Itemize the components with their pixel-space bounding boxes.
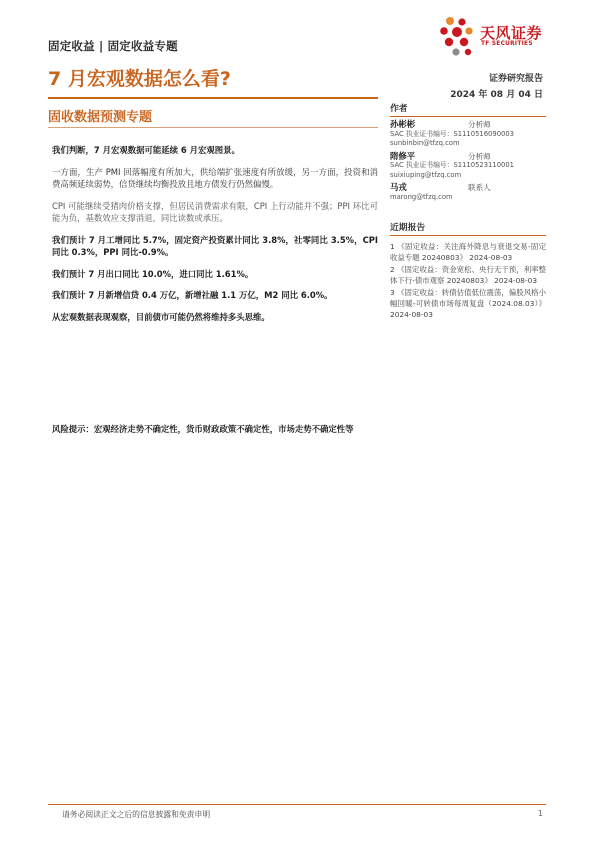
forecast-activity: 我们预计 7 月工增同比 5.7%，固定资产投资累计同比 3.8%，社零同比 3.5%，CPI 同比 0.3%，PPI 同比-0.9%。 xyxy=(52,234,378,257)
recent-reports-heading: 近期报告 xyxy=(390,220,546,236)
author-email[interactable]: suixiuping@tfzq.com xyxy=(390,170,462,179)
recent-reports-list xyxy=(390,241,546,320)
author-role: 分析师 xyxy=(468,120,491,129)
main-content xyxy=(52,144,378,332)
author-item xyxy=(390,183,546,202)
authors-section xyxy=(390,101,546,202)
report-date: 2024 年 08 月 04 日 xyxy=(450,90,543,100)
report-type: 证券研究报告 xyxy=(488,74,543,84)
report-category: 固定收益 | 固定收益专题 xyxy=(48,39,178,53)
logo-text-en: TF SECURITIES xyxy=(481,41,533,47)
report-title: 7 月宏观数据怎么看? xyxy=(48,68,231,90)
key-judgment: 我们判断，7 月宏观数据可能延续 6 月宏观图景。 xyxy=(52,145,240,155)
footer-divider xyxy=(48,804,546,805)
company-logo xyxy=(438,14,548,58)
subtitle-bottom-divider xyxy=(48,127,378,128)
risk-warning: 风险提示：宏观经济走势不确定性，货币财政政策不确定性，市场走势不确定性等 xyxy=(52,424,354,434)
author-item xyxy=(390,120,546,149)
author-item xyxy=(390,152,546,181)
author-name: 隋修平 xyxy=(390,150,416,161)
author-role: 分析师 xyxy=(468,151,491,161)
subtitle-top-divider xyxy=(48,97,378,99)
author-name: 马戎 xyxy=(390,182,407,192)
author-cert: SAC 执业证书编号：S1110516090003 xyxy=(390,129,514,138)
author-email[interactable]: marong@tfzq.com xyxy=(390,192,453,201)
footer-disclaimer: 请务必阅读正文之后的信息披露和免责申明 xyxy=(62,810,211,819)
forecast-credit: 我们预计 7 月新增信贷 0.4 万亿，新增社融 1.1 万亿，M2 同比 6.0%。 xyxy=(52,290,333,300)
recent-report-item[interactable]: 2 《固定收益：资金宽松、央行无干预，利率整体下行-债市观察 20240803》 2024-08-03 xyxy=(390,265,546,285)
recent-report-item[interactable]: 1 《固定收益：关注海外降息与衰退交易-固定收益专题 20240803》 2024-08-03 xyxy=(390,242,546,262)
logo-text-cn: 天风证券 xyxy=(480,24,543,42)
paragraph-inflation: CPI 可能继续受猪肉价格支撑，但居民消费需求有限，CPI 上行动能并不强；PPI 环比可能为负，基数效应支撑消退，同比读数或承压。 xyxy=(52,200,378,223)
page-number: 1 xyxy=(537,809,543,818)
forecast-trade: 我们预计 7 月出口同比 10.0%，进口同比 1.61%。 xyxy=(52,268,254,279)
author-cert: SAC 执业证书编号：S1110523110001 xyxy=(390,161,514,169)
author-role: 联系人 xyxy=(468,183,491,192)
author-name: 孙彬彬 xyxy=(390,119,416,129)
authors-heading: 作者 xyxy=(390,101,546,117)
bond-market-view: 从宏观数据表现观察，目前债市可能仍然将维持多头思维。 xyxy=(52,311,270,322)
tf-logo-icon xyxy=(438,14,476,58)
report-subtitle: 固收数据预测专题 xyxy=(48,110,153,125)
author-email[interactable]: sunbinbin@tfzq.com xyxy=(390,139,460,147)
recent-reports-section xyxy=(390,220,546,321)
paragraph-production: 一方面，生产 PMI 回落幅度有所加大，供给端扩张速度有所放缓，另一方面，投资和消费高频延续弱势，信贷继续均衡投放且地方债发行仍然偏慢。 xyxy=(52,166,378,189)
recent-report-item[interactable]: 3 《固定收益：转债估值低位震荡，偏股风格小幅回暖-可转债市场每周复盘（2024.08.03）》 2024-08-03 xyxy=(390,288,546,319)
